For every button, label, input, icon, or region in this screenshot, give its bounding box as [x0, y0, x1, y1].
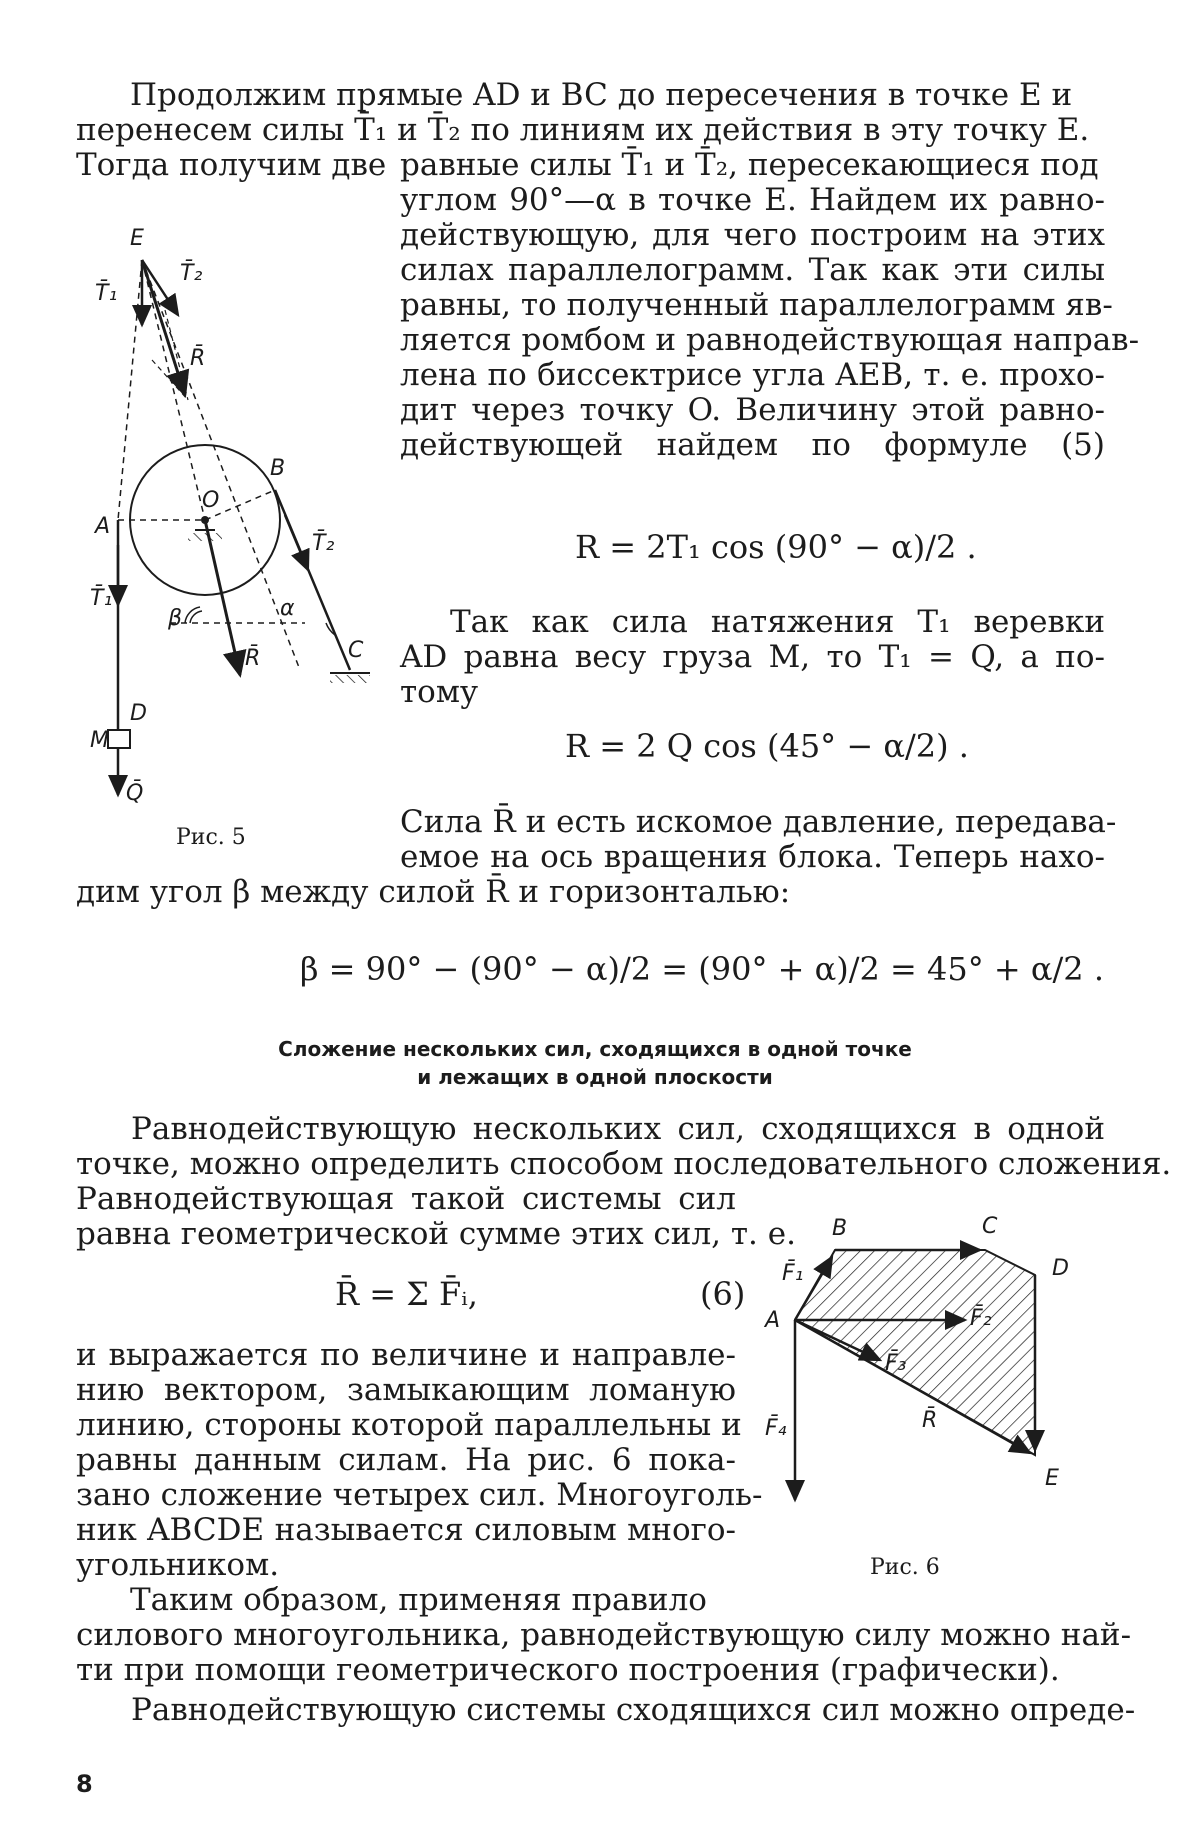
- label-R-top: R̄: [190, 346, 206, 371]
- text-line: действующей найдем по формуле (5): [400, 427, 1105, 463]
- text-line: Равнодействующая такой системы сил: [76, 1181, 736, 1217]
- text-line: AD равна весу груза M, то T₁ = Q, а по-: [400, 639, 1105, 675]
- para4-left: [76, 1181, 796, 1252]
- para5-last-line: угольником.: [76, 1547, 280, 1583]
- formula-3: β = 90° − (90° − α)/2 = (90° + α)/2 = 45° + α/2 .: [300, 950, 1104, 988]
- label-beta: β: [168, 606, 183, 631]
- para2-line3: тому: [400, 674, 479, 710]
- section-heading-line1: Сложение нескольких сил, сходящихся в одной точке: [278, 1037, 912, 1061]
- label-T2-right: T̄₂: [312, 531, 335, 556]
- para1-line3-right: равные силы T̄₁ и T̄₂, пересекающиеся под: [400, 147, 1099, 183]
- label-B: B: [270, 456, 286, 481]
- label-A: A: [95, 514, 111, 539]
- text-line: линию, стороны которой параллельны и: [76, 1407, 742, 1443]
- text-line: Так как сила натяжения T₁ веревки: [450, 604, 1105, 640]
- text-line: и выражается по величине и направле-: [76, 1337, 736, 1373]
- label-R-bottom: R̄: [245, 646, 261, 671]
- label-F3: F̄₃: [885, 1351, 907, 1376]
- label-R: R̄: [922, 1408, 938, 1433]
- para1-line3-left: Тогда получим две: [76, 147, 387, 183]
- para1-line2: перенесем силы T̄₁ и T̄₂ по линиям их действия в эту точку E.: [76, 112, 1090, 148]
- para3-line-full: дим угол β между силой R̄ и горизонталью:: [76, 874, 791, 910]
- label-D: D: [130, 701, 147, 726]
- label-Q: Q̄: [126, 781, 144, 806]
- label-O: O: [202, 488, 220, 513]
- label-F1: F̄₁: [782, 1261, 804, 1286]
- label-F4: F̄₄: [765, 1416, 787, 1441]
- label-T2-top: T̄₂: [180, 261, 203, 286]
- text-line: углом 90°—α в точке E. Найдем их равно-: [400, 182, 1105, 218]
- text-line: Сила R̄ и есть искомое давление, передава-: [400, 804, 1117, 840]
- fig5-caption: Рис. 5: [176, 825, 246, 850]
- text-line: действующую, для чего построим на этих: [400, 217, 1105, 253]
- label-M: M: [90, 728, 109, 753]
- label-C: C: [348, 638, 364, 663]
- section-heading-line2: и лежащих в одной плоскости: [417, 1065, 773, 1089]
- para6-line3: ти при помощи геометрического построения (графически).: [76, 1652, 1060, 1688]
- label-T1-left: T̄₁: [90, 586, 113, 611]
- para6-line1: Таким образом, применяя правило: [130, 1582, 707, 1618]
- formula-4-number: (6): [700, 1275, 746, 1313]
- para7: [76, 1692, 1136, 1728]
- formula-2: R = 2 Q cos (45° − α/2) .: [565, 727, 969, 765]
- text-line: зано сложение четырех сил. Многоуголь-: [76, 1477, 763, 1513]
- label-C: C: [982, 1214, 998, 1239]
- para3-right: [400, 804, 1117, 875]
- para2: [400, 605, 1105, 675]
- formula-1: R = 2T₁ cos (90° − α)/2 .: [575, 528, 977, 566]
- label-alpha: α: [280, 596, 295, 621]
- label-T1-top: T̄₁: [95, 281, 118, 306]
- para6: [76, 1617, 1132, 1653]
- para1-right-column: [400, 182, 1140, 463]
- page-number: 8: [76, 1770, 93, 1798]
- label-F2: F̄₂: [970, 1306, 992, 1331]
- text-line: Равнодействующую системы сходящихся сил можно опреде-: [131, 1692, 1136, 1728]
- para1-line1: Продолжим прямые AD и BC до пересечения в точке E и: [130, 77, 1073, 113]
- text-line: силах параллелограмм. Так как эти силы: [400, 252, 1105, 288]
- text-line: точке, можно определить способом последовательного сложения.: [76, 1146, 1172, 1182]
- label-E: E: [1045, 1466, 1059, 1491]
- figure-5: [90, 215, 410, 835]
- text-line: силового многоугольника, равнодействующую силу можно най-: [76, 1617, 1132, 1653]
- label-B: B: [832, 1216, 848, 1241]
- para5-left: [76, 1337, 763, 1548]
- para4: [76, 1111, 1172, 1182]
- text-line: ляется ромбом и равнодействующая направ-: [400, 322, 1140, 358]
- text-line: равны данным силам. На рис. 6 пока-: [76, 1442, 736, 1478]
- formula-4: R̄ = Σ F̄ᵢ,: [335, 1275, 478, 1313]
- fig6-caption: Рис. 6: [870, 1555, 940, 1580]
- text-line: емое на ось вращения блока. Теперь нахо-: [400, 839, 1105, 875]
- figure-6: [760, 1195, 1105, 1540]
- label-E: E: [130, 226, 144, 251]
- text-line: равны, то полученный параллелограмм яв-: [400, 287, 1113, 323]
- text-line: нию вектором, замыкающим ломаную: [76, 1372, 736, 1408]
- label-D: D: [1052, 1256, 1069, 1281]
- label-A: A: [765, 1308, 781, 1333]
- force-polygon: [795, 1250, 1035, 1455]
- text-line: ник ABCDE называется силовым много-: [76, 1512, 736, 1548]
- text-line: дит через точку O. Величину этой равно-: [400, 392, 1105, 428]
- text-line: Равнодействующую нескольких сил, сходящихся в одной: [131, 1111, 1105, 1147]
- text-line: лена по биссектрисе угла AEB, т. е. прохо-: [400, 357, 1105, 393]
- text-line: равна геометрической сумме этих сил, т. е.: [76, 1216, 796, 1252]
